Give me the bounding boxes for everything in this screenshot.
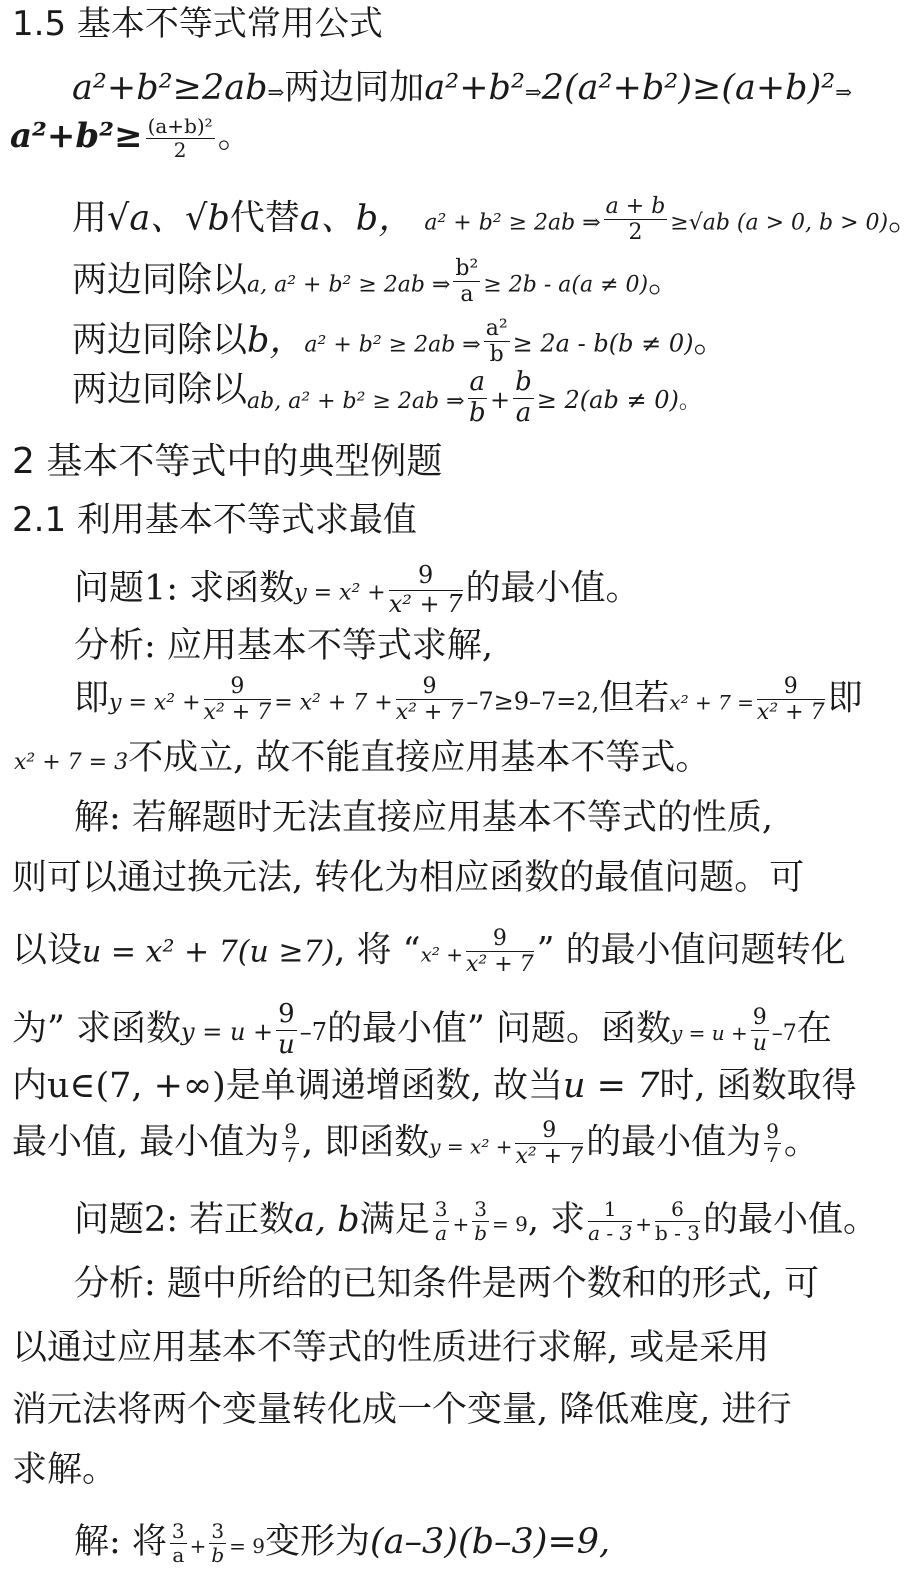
fraction: [604, 194, 668, 246]
text: , 将 “: [334, 930, 421, 971]
text: ” 的最小值问题转化: [536, 930, 846, 971]
sqrt-expression: √a、√b: [107, 198, 230, 239]
plus-sign: +: [452, 1212, 470, 1236]
denominator: a: [515, 397, 532, 428]
numerator: 9: [278, 999, 295, 1029]
problem-1: [74, 562, 641, 618]
denominator: b: [468, 397, 486, 428]
numerator: 3: [171, 1519, 185, 1543]
plus-sign: +: [490, 385, 511, 414]
numerator: 9: [766, 1119, 779, 1144]
numerator: a²: [485, 316, 508, 341]
numerator: b: [515, 367, 532, 397]
text: 以设: [12, 930, 83, 971]
formula-line-1: [72, 66, 852, 114]
text: 为” 求函数: [12, 1008, 182, 1049]
formula-text: a, a² + b² ≥ 2ab ⇒: [247, 272, 451, 298]
formula-line-1b: [10, 114, 252, 162]
formula-text: a² + b² ≥ 2ab ⇒: [424, 210, 601, 236]
numerator: 9: [284, 1119, 297, 1144]
formula-line-3: [72, 256, 683, 308]
denominator: b - 3: [654, 1221, 700, 1245]
denominator: a - 3: [588, 1221, 633, 1245]
implies-symbol: ⇒: [524, 80, 542, 104]
denominator: x² + 7: [465, 952, 534, 978]
formula-text: y = x² +: [294, 580, 386, 606]
denominator: x² + 7: [395, 700, 464, 726]
solution-1-line-5: [12, 1064, 857, 1108]
denominator: a: [435, 1221, 448, 1245]
fraction: [453, 256, 480, 308]
denominator: 7: [284, 1143, 297, 1168]
formula-text: u = x² + 7(u ≥7): [82, 934, 335, 970]
fraction: [204, 674, 272, 726]
formula-text: = x² + 7 +: [274, 690, 393, 716]
numerator: a: [469, 367, 486, 397]
formula-text: 两边同除以: [72, 260, 248, 301]
section-heading-1-5: 1.5 基本不等式常用公式: [12, 4, 383, 44]
formula-text: a, b: [294, 1200, 360, 1240]
implies-symbol: ⇒: [835, 80, 853, 104]
formula-text: a²+b²: [424, 68, 525, 108]
fraction: [472, 1198, 489, 1245]
analysis-1-formula: [74, 674, 863, 726]
formula-text: b，: [247, 320, 305, 361]
text: 但若: [599, 678, 670, 719]
problem-text: 的最小值。: [465, 568, 641, 609]
numerator: 9: [515, 1118, 583, 1144]
fraction: [513, 368, 534, 429]
formula-text: 两边同加: [284, 68, 425, 108]
problem-text: 问题1: 求函数: [74, 568, 295, 609]
denominator: b: [474, 1221, 487, 1245]
denominator: u: [752, 1030, 767, 1056]
solution-1-line-6: [12, 1118, 819, 1170]
analysis-2-line-3: 消元法将两个变量转化成一个变量, 降低难度, 进行: [12, 1390, 792, 1430]
fraction: [515, 1118, 583, 1170]
formula-line-4: [72, 316, 728, 368]
period: 。: [217, 116, 252, 156]
fraction: [433, 1198, 450, 1245]
formula-text: x² +: [420, 942, 463, 967]
fraction: [757, 674, 825, 726]
numerator: 9: [752, 1004, 767, 1030]
solution-1-line-4: [12, 1000, 832, 1061]
numerator: 9: [466, 926, 534, 952]
plus-sign: +: [635, 1212, 652, 1236]
numerator: 1: [588, 1198, 632, 1222]
formula-text: = 9: [491, 1212, 528, 1236]
analysis-2-line-1: 分析: 题中所给的已知条件是两个数和的形式, 可: [74, 1264, 820, 1304]
formula-text: a²+b²≥2ab: [72, 68, 268, 108]
denominator: x² + 7: [515, 1144, 584, 1170]
numerator: 3: [211, 1519, 225, 1543]
text: 在: [796, 1008, 832, 1049]
formula-text: ab, a² + b² ≥ 2ab ⇒: [247, 388, 465, 414]
text: 即: [827, 678, 863, 719]
fraction: [170, 1520, 187, 1567]
fraction: [764, 1120, 781, 1167]
formula-text: u = 7: [563, 1066, 660, 1106]
formula-text: a²+b²≥: [10, 116, 143, 156]
problem-2: [74, 1198, 878, 1246]
denominator: a: [172, 1543, 185, 1567]
text: 时, 函数取得: [659, 1066, 857, 1106]
period: 。: [693, 320, 729, 361]
text: 的最小值” 问题。函数: [326, 1008, 672, 1049]
section-heading-2: 2 基本不等式中的典型例题: [12, 441, 443, 482]
text: 解: 将: [74, 1522, 167, 1562]
fraction: [588, 1198, 632, 1245]
formula-text: y = u +: [671, 1020, 748, 1045]
denominator: 2: [173, 137, 187, 162]
section-heading-2-1: 2.1 利用基本不等式求最值: [12, 500, 417, 540]
formula-text: y = x² +: [109, 690, 201, 716]
denominator: x² + 7: [756, 700, 825, 726]
formula-text: 两边同除以: [72, 370, 248, 410]
fraction: [484, 316, 510, 368]
analysis-1-cont: [14, 736, 710, 785]
formula-text: (a–3)(b–3)=9,: [370, 1522, 611, 1562]
formula-text: x² + 7 =: [669, 690, 754, 715]
denominator: a: [460, 282, 474, 308]
fraction: [146, 115, 215, 162]
analysis-2-line-2: 以通过应用基本不等式的性质进行求解, 或是采用: [12, 1328, 770, 1368]
numerator: b²: [455, 256, 479, 281]
formula-text: –7≥9–7=2,: [466, 687, 600, 716]
formula-text: 代替: [229, 198, 300, 239]
formula-text: 用: [72, 198, 108, 239]
denominator: x² + 7: [203, 700, 272, 726]
text: 内u∈(7, +∞)是单调递增函数, 故当: [12, 1066, 564, 1106]
formula-text: ≥√ab (a > 0, b > 0): [670, 210, 889, 236]
problem-text: 满足: [359, 1200, 430, 1240]
formula-text: –7: [299, 1017, 327, 1046]
solution-1-line-1: 解: 若解题时无法直接应用基本不等式的性质,: [74, 798, 774, 838]
problem-text: , 求: [527, 1200, 586, 1240]
formula-text: a、b，: [299, 198, 414, 239]
numerator: 9: [757, 674, 825, 700]
formula-line-2: [72, 194, 923, 246]
denominator: 2: [628, 220, 643, 246]
formula-text: x² + 7 = 3: [14, 750, 129, 775]
numerator: a + b: [605, 194, 666, 219]
analysis-1: 分析: 应用基本不等式求解,: [74, 626, 494, 666]
numerator: 3: [474, 1197, 487, 1221]
solution-1-line-2: 则可以通过换元法, 转化为相应函数的最值问题。可: [12, 858, 805, 898]
formula-text: ≥ 2b - a(a ≠ 0): [483, 272, 649, 298]
period: 。: [888, 198, 923, 239]
denominator: b: [211, 1543, 225, 1567]
fraction: [751, 1005, 769, 1057]
fraction: [468, 368, 488, 429]
period: 。: [648, 260, 684, 301]
text: 变形为: [265, 1522, 371, 1562]
fraction: [389, 562, 463, 618]
implies-symbol: ⇒: [267, 80, 285, 104]
formula-text: –7: [771, 1020, 797, 1046]
solution-2-line-1: [74, 1520, 610, 1568]
numerator: 9: [204, 674, 272, 700]
numerator: 6: [655, 1198, 700, 1222]
fraction: [466, 926, 534, 978]
formula-text: ≥ 2a - b(b ≠ 0): [512, 329, 694, 358]
formula-text: a² + b² ≥ 2ab ⇒: [304, 332, 481, 358]
fraction: [655, 1198, 700, 1245]
formula-text: = 9: [229, 1534, 265, 1558]
formula-text: y = x² +: [429, 1134, 513, 1159]
numerator: 3: [434, 1197, 448, 1221]
numerator: (a+b)²: [147, 113, 213, 138]
fraction: [282, 1120, 299, 1167]
text: 最小值, 最小值为: [12, 1122, 280, 1163]
numerator: 9: [389, 562, 463, 591]
formula-text: y = u +: [181, 1017, 274, 1046]
period: 。: [783, 1122, 819, 1163]
period: 。: [678, 388, 701, 414]
plus-sign: +: [189, 1534, 207, 1558]
formula-text: 两边同除以: [72, 320, 248, 361]
denominator: u: [278, 1029, 295, 1060]
text: , 即函数: [302, 1122, 430, 1163]
formula-text: 2(a²+b²)≥(a+b)²: [541, 68, 836, 108]
formula-text: ≥ 2(ab ≠ 0): [536, 385, 679, 414]
denominator: 7: [766, 1143, 779, 1168]
denominator: x² + 7: [388, 589, 463, 618]
text: 即: [74, 678, 110, 719]
analysis-2-line-4: 求解。: [12, 1450, 118, 1490]
numerator: 9: [396, 674, 464, 700]
formula-line-5: [72, 368, 701, 429]
denominator: b: [489, 342, 504, 368]
fraction: [396, 674, 464, 726]
solution-1-line-3: [12, 926, 846, 978]
fraction: [276, 1000, 297, 1061]
fraction: [209, 1520, 226, 1567]
problem-text: 问题2: 若正数: [74, 1200, 295, 1240]
text: 不成立, 故不能直接应用基本不等式。: [128, 738, 711, 778]
problem-text: 的最小值。: [702, 1200, 878, 1240]
text: 的最小值为: [586, 1122, 762, 1163]
